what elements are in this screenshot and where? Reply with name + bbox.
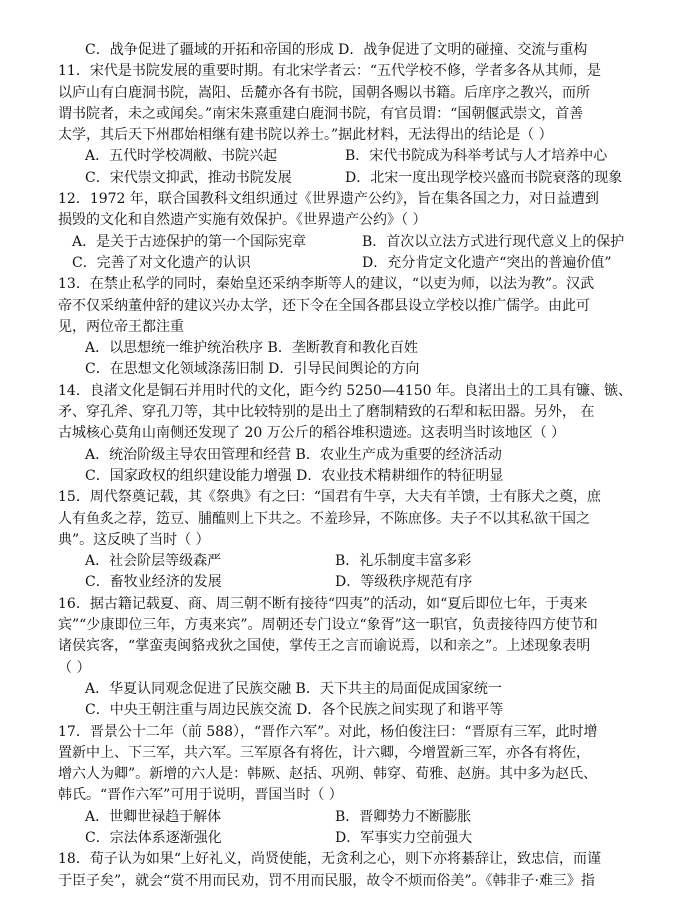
line-text: 宾”“少康即位三年，方夷来宾”。周朝还专门设立“象胥”这一职官，负责接待四方使节和: [58, 617, 598, 634]
text-line: [58, 722, 658, 743]
answer-option: D．北宋一度出现学校兴盛而书院衰落的现象: [345, 169, 623, 186]
line-text: 古城核心莫角山南侧还发现了 20 万公斤的稻谷堆积遗迹。这表明当时该地区（ ）: [58, 425, 566, 442]
exam-page: [58, 40, 658, 892]
text-line: [58, 466, 658, 487]
line-text: （ ）: [58, 659, 91, 676]
text-line: [58, 232, 658, 253]
text-line: [58, 168, 658, 189]
text-line: [58, 487, 658, 508]
answer-option: D．军事实力空前强大: [335, 829, 473, 846]
text-line: [58, 189, 658, 210]
answer-option: B．首次以立法方式进行现代意义上的保护: [362, 233, 625, 250]
text-line: [58, 423, 658, 444]
line-text: 以庐山有白鹿洞书院，嵩阳、岳麓亦各有书院，国朝各赐以书籍。后庠序之教兴，而所: [58, 84, 590, 101]
line-text: 增六人为卿”。新增的六人是：韩厥、赵括、巩朔、韩穿、荀雅、赵旃。其中多为赵氏、: [58, 766, 598, 783]
answer-option: A．世卿世禄趋于解体: [85, 808, 222, 825]
text-line: [58, 785, 658, 806]
text-line: [58, 296, 658, 317]
line-text: 损毁的文化和自然遗产实施有效保护。《世界遗产公约》（ ）: [58, 212, 427, 229]
line-text: C．战争促进了疆域的开拓和帝国的形成 D．战争促进了文明的碰撞、交流与重构: [85, 42, 588, 58]
text-line: [58, 679, 658, 700]
line-text: 11．宋代是书院发展的重要时期。有北宋学者云：“五代学校不修，学者多各从其师，是: [58, 63, 601, 80]
line-text: 诸侯宾客，“掌蛮夷闽貉戎狄之国使，掌传王之言而谕说焉，以和亲之”。上述现象表明: [58, 638, 591, 655]
line-text: 置新中上、下三军，共六军。三军原各有将佐，计六卿，今增置新三军，亦各有将佐，: [58, 744, 590, 761]
text-line: [58, 530, 658, 551]
line-text: 16．据古籍记载夏、商、周三朝不断有接待“四夷”的活动，如“夏后即位七年，于夷来: [58, 595, 588, 612]
text-line: [58, 402, 658, 423]
text-line: [58, 104, 658, 125]
answer-option: A．社会阶层等级森严: [85, 553, 222, 570]
line-text: 矛、穿孔斧、穿孔刀等，其中比较特别的是出土了磨制精致的石犁和耘田器。另外， 在: [58, 404, 595, 421]
text-line: [58, 743, 658, 764]
line-text: 17．晋景公十二年（前 588），“晋作六军”。对此，杨伯俊注曰：“晋原有三军，此时增: [58, 723, 598, 740]
text-line: [58, 146, 658, 167]
line-text: C．中央王朝注重与周边民族交流 D．各个民族之间实现了和谐平等: [85, 702, 504, 719]
answer-option: D．等级秩序规范有序: [335, 574, 473, 591]
text-line: [58, 615, 658, 636]
answer-option: B．晋卿势力不断膨胀: [335, 808, 472, 825]
line-text: 13．在禁止私学的同时，秦始皇还采纳李斯等人的建议，“以吏为师，以法为教”。汉武: [58, 276, 595, 293]
line-text: 于臣子矣”，就会“赏不用而民劝，罚不用而民服，故令不烦而俗美”。《韩非子·难三》指: [58, 872, 595, 889]
text-line: [58, 381, 658, 402]
answer-option: C．完善了对文化遗产的认识: [72, 254, 251, 271]
text-line: [58, 594, 658, 615]
line-text: 太学，其后天下州郡始相继有建书院以养士。”据此材料，无法得出的结论是（ ）: [58, 127, 553, 144]
text-line: [58, 253, 658, 274]
text-line: [58, 636, 658, 657]
line-text: 12．1972 年，联合国教科文组织通过《世界遗产公约》，旨在集各国之力，对日益遭到: [58, 191, 599, 208]
text-line: [58, 317, 658, 338]
answer-option: A．五代时学校凋敝、书院兴起: [85, 148, 278, 165]
text-line: [58, 572, 658, 593]
text-line: [58, 210, 658, 231]
answer-option: B．宋代书院成为科举考试与人才培养中心: [345, 148, 608, 165]
line-text: 14．良渚文化是铜石并用时代的文化，距今约 5250—4150 年。良渚出土的工具有镰、镞、: [58, 382, 632, 399]
text-line: [58, 61, 658, 82]
text-line: [58, 40, 658, 61]
text-line: [58, 509, 658, 530]
line-text: C．在思想文化领域涤荡旧制 D．引导民间舆论的方向: [85, 361, 420, 378]
text-line: [58, 274, 658, 295]
text-line: [58, 125, 658, 146]
text-line: [58, 83, 658, 104]
answer-option: D．充分肯定文化遗产“突出的普遍价值”: [362, 254, 612, 271]
text-line: [58, 764, 658, 785]
text-line: [58, 551, 658, 572]
line-text: 人有鱼炙之荐，笾豆、脯醢则上下共之。不羞珍异，不陈庶侈。夫子不以其私欲干国之: [58, 510, 590, 527]
line-text: A．华夏认同观念促进了民族交融 B．天下共主的局面促成国家统一: [85, 680, 502, 697]
line-text: A．统治阶级主导农田管理和经营 B．农业生产成为重要的经济活动: [85, 446, 502, 463]
answer-option: C．畜牧业经济的发展: [85, 574, 222, 591]
line-text: 韩氏。“晋作六军”可用于说明，晋国当时（ ）: [58, 787, 343, 804]
answer-option: C．宋代崇文抑武，推动书院发展: [85, 169, 292, 186]
text-line: [58, 445, 658, 466]
line-text: 18．荀子认为如果“上好礼义，尚贤使能，无贪利之心，则下亦将綦辞让，致忠信，而谨: [58, 851, 601, 868]
line-text: C．国家政权的组织建设能力增强 D．农业技术精耕细作的特征明显: [85, 467, 504, 484]
line-text: 帝不仅采纳董仲舒的建议兴办太学，还下令在全国各郡县设立学校以推广儒学。由此可: [58, 297, 590, 314]
text-line: [58, 338, 658, 359]
text-line: [58, 828, 658, 849]
line-text: 15．周代祭奠记载，其《祭典》有之曰：“国君有牛享，大夫有羊馈，士有豚犬之奠，庶: [58, 489, 601, 506]
answer-option: C．宗法体系逐渐强化: [85, 829, 222, 846]
text-line: [58, 871, 658, 892]
text-line: [58, 849, 658, 870]
line-text: 谓书院者，未之或闻矣。”南宋朱熹重建白鹿洞书院，有官员谓：“国朝偃武崇文，首善: [58, 105, 584, 122]
answer-option: A．是关于古迹保护的第一个国际宪章: [72, 233, 307, 250]
text-line: [58, 359, 658, 380]
text-line: [58, 700, 658, 721]
text-line: [58, 658, 658, 679]
text-line: [58, 807, 658, 828]
line-text: 见，两位帝王都注重: [58, 318, 184, 335]
line-text: 典”。这反映了当时（ ）: [58, 531, 210, 548]
answer-option: B．礼乐制度丰富多彩: [335, 553, 472, 570]
line-text: A．以思想统一维护统治秩序 B．垄断教育和教化百姓: [85, 340, 418, 357]
